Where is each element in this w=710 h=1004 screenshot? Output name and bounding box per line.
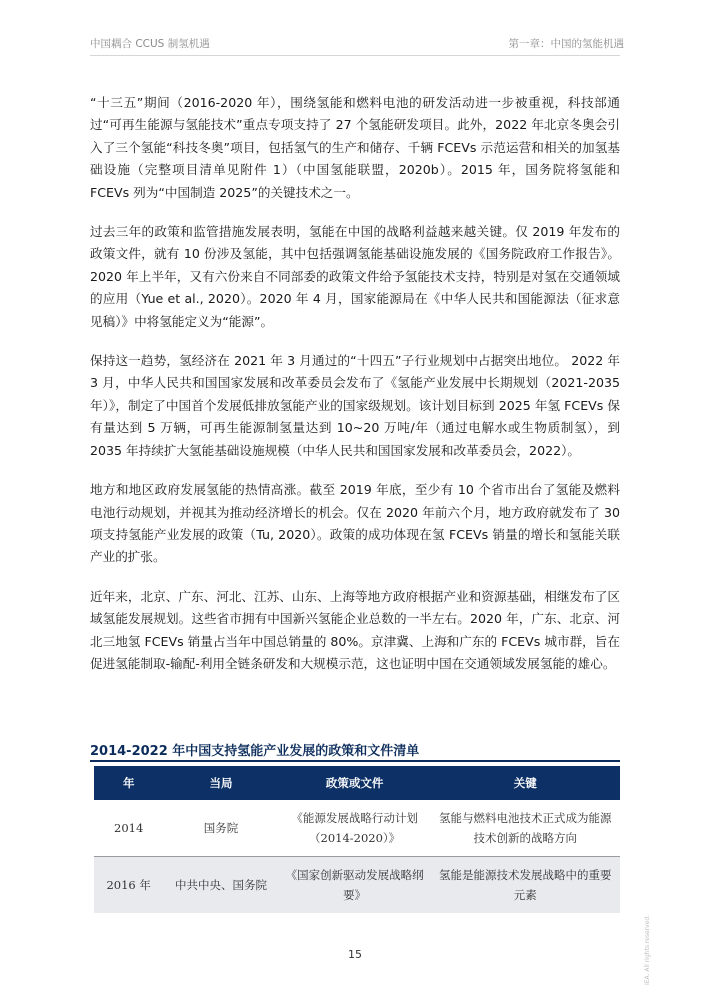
- cell-policy: 《国家创新驱动发展战略纲要》: [279, 857, 431, 914]
- paragraph-3: 保持这一趋势，氢经济在 2021 年 3 月通过的“十四五”子行业规划中占据突出地位。 2022 年 3 月，中华人民共和国国家发展和改革委员会发布了《氢能产业发展中长期规划（2021-2035 年）》，制定了中国首个发展低排放氢能产业的国家级规划。该计划目标到 2025 年氢 FCEVs 保有量达到 5 万辆，可再生能源制氢量达到 10~20 万吨/年（通过电解水或生物质制氢），到 2035 年持续扩大氢能基础设施规模（中华人民共和国国家发展和改革委员会，2022）。: [90, 353, 620, 458]
- cell-year: 2016 年: [94, 857, 163, 914]
- cell-authority: 中共中央、国务院: [163, 857, 278, 914]
- running-header-right: 第一章：中国的氢能机遇: [508, 38, 624, 50]
- table-row: [94, 800, 620, 857]
- cell-policy: 《能源发展战略行动计划（2014-2020）》: [279, 800, 431, 857]
- table-title-rule: [90, 760, 620, 762]
- paragraph-5: 近年来，北京、广东、河北、江苏、山东、上海等地方政府根据产业和资源基础，相继发布了区域氢能发展规划。这些省市拥有中国新兴氢能企业总数的一半左右。2020 年，广东、北京、河北三地氢 FCEVs 销量占当年中国总销量的 80%。京津冀、上海和广东的 FCEVs 城市群，旨在促进氢能制取-输配-利用全链条研发和大规模示范，这也证明中国在交通领域发展氢能的雄心。: [90, 588, 620, 671]
- paragraph-2: 过去三年的政策和监管措施发展表明，氢能在中国的战略利益越来越关键。仅 2019 年发布的政策文件，就有 10 份涉及氢能，其中包括强调氢能基础设施发展的《国务院政府工作报告》。2020 年上半年，又有六份来自不同部委的政策文件给予氢能技术支持，特别是对氢在交通领域的应用（Yue et al., 2020）。2020 年 4 月，国家能源局在《中华人民共和国能源法（征求意见稿）》中将氢能定义为“能源”。: [90, 224, 620, 329]
- running-header-left: 中国耦合 CCUS 制氢机遇: [90, 38, 210, 50]
- table-header-row: [94, 766, 620, 800]
- copyright-side-mark: IEA. All rights reserved.: [644, 914, 651, 985]
- cell-year: 2014: [94, 800, 163, 857]
- cell-authority: 国务院: [163, 800, 278, 857]
- col-header-authority: 当局: [163, 766, 278, 800]
- cell-key: 氢能是能源技术发展战略中的重要元素: [431, 857, 620, 914]
- col-header-year: 年: [94, 766, 163, 800]
- paragraph-1: “十三五”期间（2016-2020 年），围绕氢能和燃料电池的研发活动进一步被重视，科技部通过“可再生能源与氢能技术”重点专项支持了 27 个氢能研发项目。此外，2022 年北京冬奥会引入了三个氢能“科技冬奥”项目，包括氢气的生产和储存、千辆 FCEVs 示范运营和相关的加氢基础设施（完整项目清单见附件 1）（中国氢能联盟，2020b）。2015 年，国务院将氢能和 FCEVs 列为“中国制造 2025”的关键技术之一。: [90, 95, 620, 200]
- paragraph-4: 地方和地区政府发展氢能的热情高涨。截至 2019 年底，至少有 10 个省市出台了氢能及燃料电池行动规划，并视其为推动经济增长的机会。仅在 2020 年前六个月，地方政府就发布了 30 项支持氢能产业发展的政策（Tu, 2020）。政策的成功体现在氢 FCEVs 销量的增长和氢能关联产业的扩张。: [90, 482, 620, 565]
- col-header-policy: 政策或文件: [279, 766, 431, 800]
- body-text: [90, 92, 620, 692]
- header-divider: [90, 55, 620, 56]
- table-row: [94, 857, 620, 914]
- table-title: 2014-2022 年中国支持氢能产业发展的政策和文件清单: [90, 744, 420, 759]
- col-header-key: 关键: [431, 766, 620, 800]
- page-number: 15: [348, 948, 362, 961]
- cell-key: 氢能与燃料电池技术正式成为能源技术创新的战略方向: [431, 800, 620, 857]
- policy-table: [94, 766, 620, 913]
